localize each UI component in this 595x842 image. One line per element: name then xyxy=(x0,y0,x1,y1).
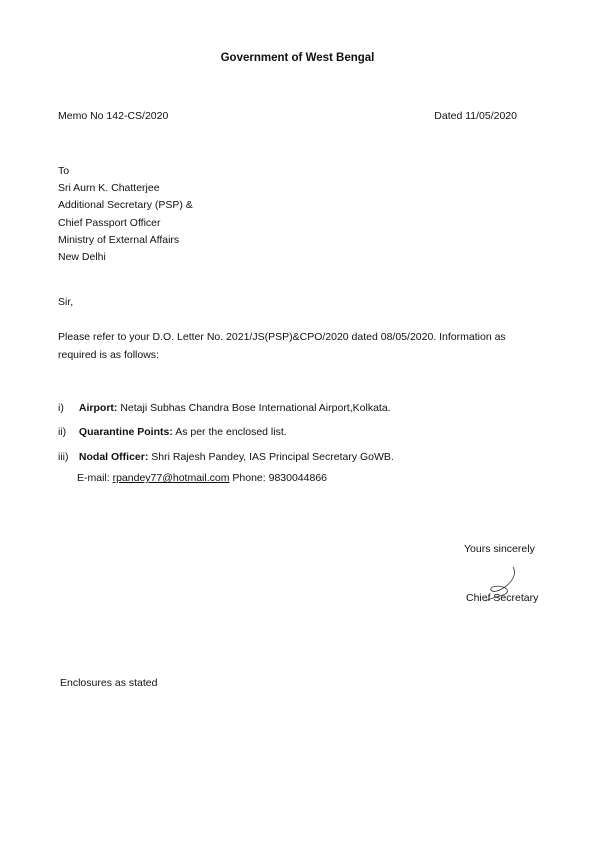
signatory-designation: Chief Secretary xyxy=(466,592,539,604)
item-number: ii) xyxy=(58,426,67,438)
item-label: Airport: xyxy=(78,402,118,414)
item-label: Quarantine Points: xyxy=(78,426,173,438)
document-title: Government of West Bengal xyxy=(220,52,375,64)
contact-line xyxy=(77,472,327,484)
address-line: Ministry of External Affairs xyxy=(58,233,180,246)
email-label: E-mail: xyxy=(77,472,113,484)
email-link[interactable]: rpandey77@hotmail.com xyxy=(112,472,230,484)
item-text: Shri Rajesh Pandey, IAS Principal Secretary GoWB. xyxy=(148,451,394,463)
item-number: i) xyxy=(58,402,64,414)
item-text: As per the enclosed list. xyxy=(172,426,287,438)
list-item-nodal-officer xyxy=(58,451,394,463)
salutation: Sir, xyxy=(58,296,74,308)
address-line: Additional Secretary (PSP) & xyxy=(58,199,193,212)
list-item-quarantine xyxy=(58,426,287,438)
list-item-airport xyxy=(58,402,391,414)
memo-date: Dated 11/05/2020 xyxy=(434,110,517,122)
recipient-address xyxy=(58,163,193,266)
closing-yours: Yours sincerely xyxy=(464,543,535,555)
address-line: To xyxy=(58,165,70,177)
phone-text: Phone: 9830044866 xyxy=(229,472,327,484)
address-line: Chief Passport Officer xyxy=(58,216,161,229)
body-paragraph: Please refer to your D.O. Letter No. 2021/JS(PSP)&CPO/2020 dated 08/05/2020. Information as required is as follows: xyxy=(58,331,506,361)
address-line: New Delhi xyxy=(58,251,106,264)
item-number: iii) xyxy=(58,451,69,463)
enclosures-note: Enclosures as stated xyxy=(60,677,158,689)
memo-number: Memo No 142-CS/2020 xyxy=(58,110,169,122)
item-text: Netaji Subhas Chandra Bose International Airport,Kolkata. xyxy=(117,402,391,414)
item-label: Nodal Officer: xyxy=(78,451,149,463)
address-line: Sri Aurn K. Chatterjee xyxy=(58,182,160,195)
